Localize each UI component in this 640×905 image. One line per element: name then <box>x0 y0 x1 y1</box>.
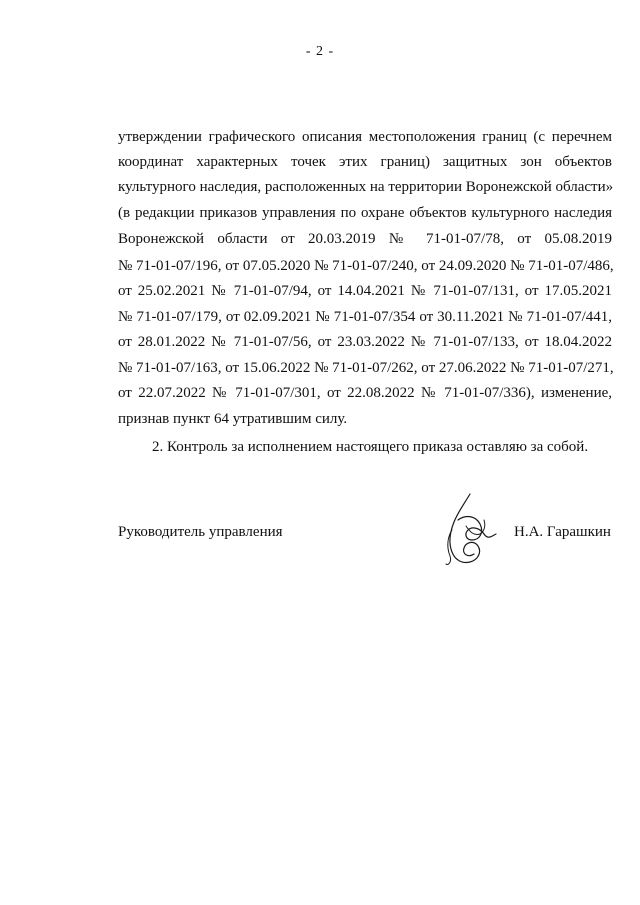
body-line-5: Воронежской области от 20.03.2019 № 71-01-07/78, от 05.08.2019 <box>118 231 612 247</box>
body-line-11: от 22.07.2022 № 71-01-07/301, от 22.08.2022 № 71-01-07/336), изменение, <box>118 385 612 401</box>
body-line-4: (в редакции приказов управления по охране объектов культурного наследия <box>118 205 612 221</box>
body-line-2: координат характерных точек этих границ) защитных зон объектов <box>118 154 612 170</box>
body-line-8: № 71-01-07/179, от 02.09.2021 № 71-01-07/354 от 30.11.2021 № 71-01-07/441, <box>118 309 612 325</box>
body-line-12: признав пункт 64 утратившим силу. <box>118 411 348 427</box>
body-line-7: от 25.02.2021 № 71-01-07/94, от 14.04.2021 № 71-01-07/131, от 17.05.2021 <box>118 283 612 299</box>
handwritten-signature <box>440 490 500 568</box>
body-line-10: № 71-01-07/163, от 15.06.2022 № 71-01-07/262, от 27.06.2022 № 71-01-07/271, <box>118 360 614 376</box>
body-line-9: от 28.01.2022 № 71-01-07/56, от 23.03.2022 № 71-01-07/133, от 18.04.2022 <box>118 334 612 350</box>
signatory-position: Руководитель управления <box>118 524 283 540</box>
page-number: - 2 - <box>305 44 335 59</box>
body-line-1: утверждении графического описания местоположения границ (с перечнем <box>118 129 612 145</box>
signatory-name: Н.А. Гарашкин <box>514 524 611 540</box>
body-line-6: № 71-01-07/196, от 07.05.2020 № 71-01-07/240, от 24.09.2020 № 71-01-07/486, <box>118 258 614 274</box>
body-line-3: культурного наследия, расположенных на территории Воронежской области» <box>118 179 614 195</box>
paragraph-2: 2. Контроль за исполнением настоящего приказа оставляю за собой. <box>152 439 589 455</box>
